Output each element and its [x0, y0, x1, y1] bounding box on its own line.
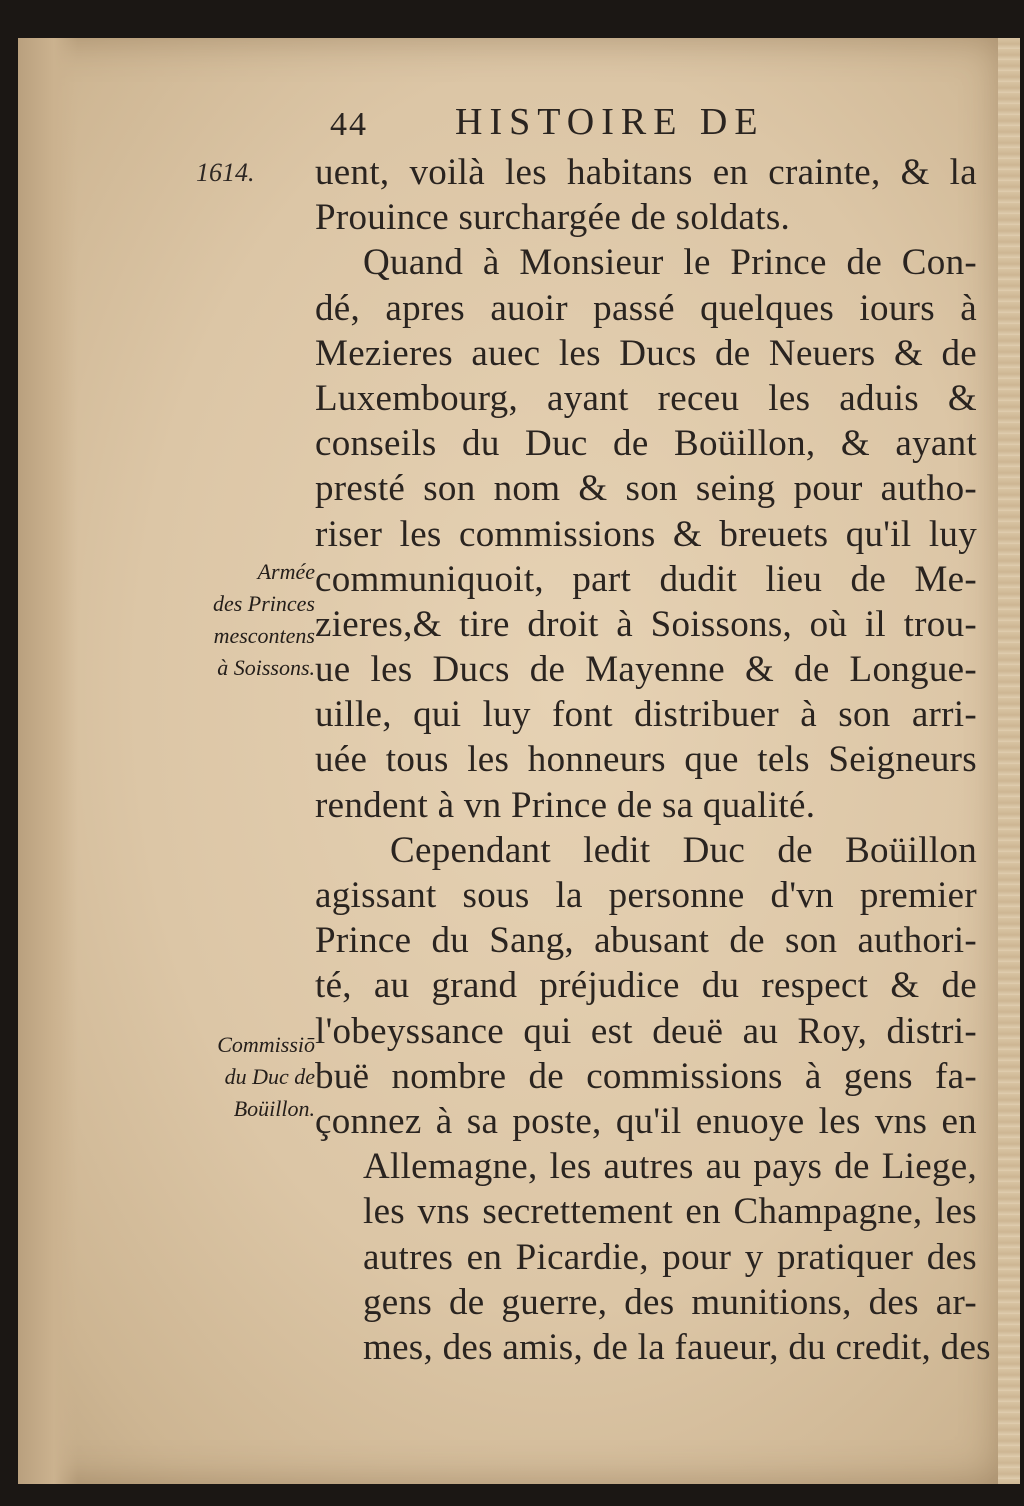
text-line: mes, des amis, de la faueur, du credit, des [363, 1326, 991, 1368]
text-line: gens de guerre, des munitions, des ar- [363, 1281, 977, 1323]
text-line: té, au grand préjudice du respect & de [315, 965, 977, 1007]
text-line: zieres,& tire droit à Soissons, où il trou- [315, 603, 977, 645]
text-line: presté son nom & son seing pour autho- [315, 468, 977, 510]
running-header [330, 100, 890, 150]
page-edges [998, 38, 1020, 1484]
text-line: communiquoit, part dudit lieu de Me- [315, 558, 977, 600]
text-line: autres en Picardie, pour y pratiquer des [363, 1236, 977, 1278]
text-line: Prince du Sang, abusant de son authori- [315, 920, 977, 962]
text-line: buë nombre de commissions à gens fa- [315, 1055, 977, 1097]
text-line: uille, qui luy font distribuer à son arri- [315, 694, 977, 736]
text-line: dé, apres auoir passé quelques iours à [315, 287, 977, 329]
text-line: Mezieres auec les Ducs de Neuers & de [315, 332, 977, 374]
margin-note-line: à Soissons. [217, 655, 315, 680]
text-line: ue les Ducs de Mayenne & de Longue- [315, 649, 977, 691]
text-line: uent, voilà les habitans en crainte, & la [315, 152, 977, 193]
text-line: conseils du Duc de Boüillon, & ayant [315, 423, 977, 465]
text-line: rendent à vn Prince de sa qualité. [315, 784, 816, 826]
margin-note-commission [165, 1029, 315, 1125]
margin-note-line: Armée [257, 559, 315, 584]
text-line: l'obeyssance qui est deuë au Roy, distri- [315, 1010, 977, 1052]
text-line: riser les commissions & breuets qu'il luy [315, 513, 977, 555]
page-gutter [18, 38, 78, 1484]
text-line: Luxembourg, ayant receu les aduis & [315, 377, 977, 419]
text-line: Prouince surchargée de soldats. [315, 197, 791, 239]
margin-note-line: Commissiō [217, 1032, 315, 1057]
body-text [315, 150, 991, 1370]
margin-note-line: Boüillon. [233, 1096, 315, 1121]
text-line: agissant sous la personne d'vn premier [315, 875, 977, 916]
text-line: uée tous les honneurs que tels Seigneurs [315, 739, 977, 781]
margin-note-line: du Duc de [224, 1064, 315, 1089]
margin-note-army [165, 556, 315, 684]
page-number: 44 [330, 106, 368, 143]
text-line: çonnez à sa poste, qu'il enuoye les vns en [315, 1100, 977, 1142]
running-title: HISTOIRE DE [455, 101, 765, 143]
text-line: les vns secrettement en Champagne, les [363, 1191, 977, 1233]
text-line: Cependant ledit Duc de Boüillon [390, 829, 977, 871]
text-line: Allemagne, les autres au pays de Liege, [363, 1146, 977, 1188]
margin-note-line: mescontens [213, 623, 315, 648]
margin-note-line: des Princes [212, 591, 315, 616]
margin-year: 1614. [196, 158, 255, 187]
text-line: Quand à Monsieur le Prince de Con- [363, 242, 977, 284]
